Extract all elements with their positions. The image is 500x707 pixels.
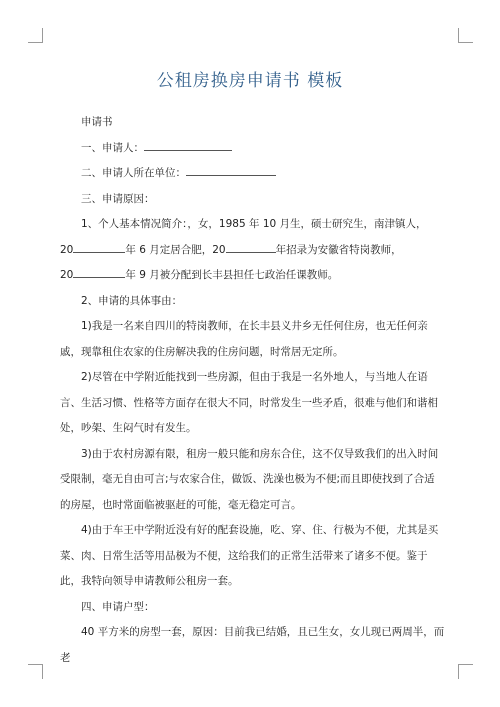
applicant-line (60, 136, 445, 162)
reason-4: 4)由于车王中学附近没有好的配套设施，吃、穿、住、行极为不便，尤其是买菜、肉、日常生活等用品极为不便，这给我们的正常生活带来了诸多不便。鉴于此，我特向领导申请教师公租房一套。 (60, 524, 439, 587)
reason-1: 1)我是一名来自四川的特岗教师，在长丰县义井乡无任何住房，也无任何亲戚，现靠租住农家的住房解决我的住房问题，时常居无定所。 (60, 320, 428, 358)
unit-label: 二、申请人所在单位： (81, 167, 186, 179)
year-line-1 (60, 238, 445, 264)
document-body (60, 110, 445, 671)
year-post-text: 年招录为安徽省特岗教师， (275, 243, 402, 256)
reason-heading: 三、申请原因： (81, 192, 155, 205)
year-line-2 (60, 263, 445, 289)
heading: 申请书 (81, 116, 113, 128)
unit-type-heading: 四、申请户型： (81, 600, 155, 613)
specific-reasons-heading: 2、申请的具体事由： (81, 294, 183, 307)
personal-info: 1、个人基本情况简介：，女，1985 年 10 月生，硕士研究生，南津镇人， (81, 218, 427, 230)
year-prefix-2: 20 (60, 269, 74, 281)
unit-blank (186, 164, 276, 176)
year-mid-text: 年 6 月定居合肥，20 (125, 243, 226, 256)
year-prefix-1: 20 (60, 243, 74, 256)
reason-2: 2)尽管在中学附近能找到一些房源，但由于我是一名外地人，与当地人在语言、生活习惯、性格等方面存在很大不同，时常发生一些矛盾，很难与他们和谐相处，吵架、生闷气时有发生。 (60, 371, 438, 434)
unit-line (60, 161, 445, 187)
year-blank-1 (73, 241, 125, 253)
applicant-label: 一、申请人： (81, 141, 144, 154)
crop-mark-bottom-right (458, 664, 473, 679)
year-post-text-2: 年 9 月被分配到长丰县担任七政治任课教师。 (125, 269, 339, 281)
applicant-blank (144, 139, 232, 151)
reason-3: 3)由于农村房源有限，租房一般只能和房东合住，这不仅导致我们的出入时间受限制，毫无自由可言;与农家合住，做饭、洗澡也极为不便;而且即使找到了合适的房屋，也时常面临被驱赶的可能，毫无稳定可言。 (60, 447, 439, 511)
document-title: 公租房换房申请书 模板 (156, 71, 344, 91)
crop-mark-bottom-left (28, 664, 43, 679)
unit-type-text: 40 平方米的房型一套，原因：目前我已结婚，且已生女，女儿现已两周半，而老 (60, 626, 445, 664)
year-blank-3 (73, 266, 125, 278)
crop-mark-top-right (458, 28, 473, 43)
crop-mark-top-left (28, 28, 43, 43)
year-blank-2 (226, 241, 276, 253)
